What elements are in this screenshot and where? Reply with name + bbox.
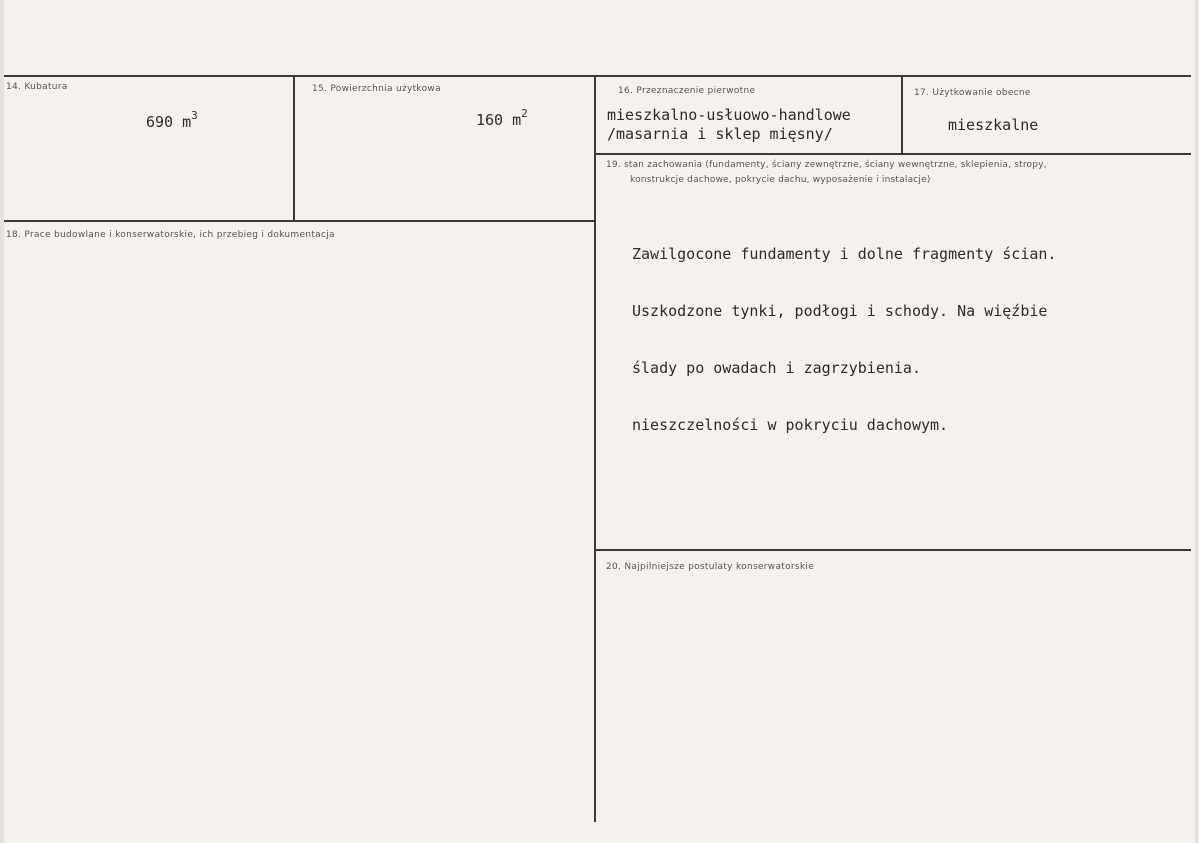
field-14-exponent: 3 (191, 109, 198, 122)
top-rule (4, 75, 1191, 77)
center-divider (594, 76, 596, 822)
field-17-value: mieszkalne (948, 116, 1039, 134)
field-15-exponent: 2 (521, 107, 528, 120)
card-left-edge (0, 0, 4, 843)
field-18-label: 18. Prace budowlane i konserwatorskie, ich przebieg i dokumentacja (6, 230, 335, 240)
field-19-label-line2: konstrukcje dachowe, pokrycie dachu, wyposażenie i instalacje) (630, 175, 931, 185)
field-19-text-line2: Uszkodzone tynki, podłogi i schody. Na więźbie (632, 302, 1048, 320)
field-19-label-line1: 19. stan zachowania (fundamenty, ściany zewnętrzne, ściany wewnętrzne, sklepienia, stropy, (606, 160, 1047, 170)
field-16-value-line1: mieszkalno-usłuowo-handlowe (607, 106, 851, 124)
rule-under-14-15 (4, 220, 596, 222)
field-19-text-line1: Zawilgocone fundamenty i dolne fragmenty ścian. (632, 245, 1057, 263)
field-19-text (632, 207, 1056, 473)
field-16-label: 16. Przeznaczenie pierwotne (618, 86, 756, 96)
card-right-edge (1195, 0, 1199, 843)
field-17-label: 17. Użytkowanie obecne (914, 88, 1031, 98)
field-14-value (146, 111, 198, 131)
divider-16-17 (901, 76, 903, 154)
field-19-text-line4: nieszczelności w pokryciu dachowym. (632, 416, 949, 434)
field-15-value (476, 109, 528, 129)
field-19-text-line3: ślady po owadach i zagrzybienia. (632, 359, 921, 377)
rule-under-16-17 (596, 153, 1191, 155)
field-14-label: 14. Kubatura (6, 82, 68, 92)
rule-above-20 (596, 549, 1191, 551)
field-15-label: 15. Powierzchnia użytkowa (312, 84, 441, 94)
field-14-number: 690 m (146, 113, 192, 131)
field-20-label: 20. Najpilniejsze postulaty konserwatorskie (606, 562, 815, 572)
divider-14-15 (293, 76, 295, 222)
field-19-label (606, 158, 1047, 188)
field-15-number: 160 m (476, 111, 522, 129)
field-16-value-line2: /masarnia i sklep mięsny/ (607, 125, 833, 143)
